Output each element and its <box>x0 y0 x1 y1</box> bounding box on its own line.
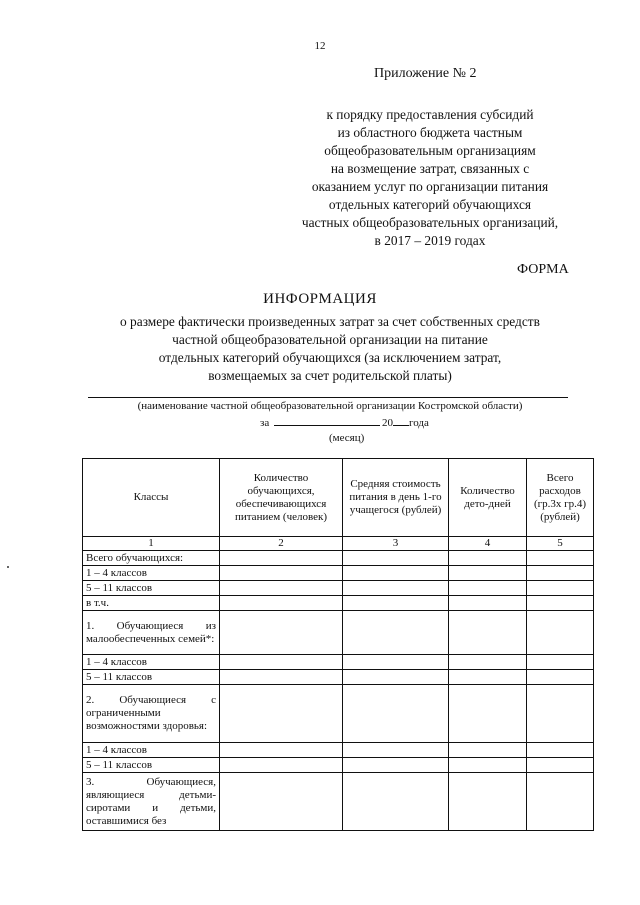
row-label: 1 – 4 классов <box>83 655 220 670</box>
data-cell[interactable] <box>449 611 527 655</box>
data-cell[interactable] <box>220 758 343 773</box>
data-cell[interactable] <box>449 743 527 758</box>
month-caption: (месяц) <box>329 432 365 444</box>
column-number: 3 <box>343 537 449 551</box>
data-cell[interactable] <box>220 670 343 685</box>
row-label: в т.ч. <box>83 596 220 611</box>
data-cell[interactable] <box>343 670 449 685</box>
page-number: 12 <box>314 40 326 52</box>
data-cell[interactable] <box>343 611 449 655</box>
row-label: 1. Обучающиеся из малообеспеченных семей*: <box>83 611 220 655</box>
data-cell[interactable] <box>449 685 527 743</box>
row-label: 1 – 4 классов <box>83 566 220 581</box>
data-cell[interactable] <box>220 566 343 581</box>
addressee-line: на возмещение затрат, связанных с <box>330 161 530 176</box>
data-cell[interactable] <box>449 551 527 566</box>
data-cell[interactable] <box>220 581 343 596</box>
table-row <box>83 758 594 773</box>
header-classes: Классы <box>83 459 220 537</box>
data-cell[interactable] <box>449 596 527 611</box>
appendix-addressee <box>230 106 630 250</box>
period-prefix: за <box>260 417 270 429</box>
data-cell[interactable] <box>527 685 594 743</box>
data-cell[interactable] <box>220 685 343 743</box>
data-cell[interactable] <box>449 758 527 773</box>
appendix-title: Приложение № 2 <box>374 66 477 81</box>
data-cell[interactable] <box>449 581 527 596</box>
addressee-line: в 2017 – 2019 годах <box>374 233 486 248</box>
expenses-table <box>82 458 594 831</box>
organization-name-caption: (наименование частной общеобразовательной организации Костромской области) <box>137 400 523 412</box>
header-row <box>83 459 594 537</box>
data-cell[interactable] <box>220 655 343 670</box>
data-cell[interactable] <box>527 773 594 831</box>
document-title: ИНФОРМАЦИЯ <box>263 291 377 307</box>
column-number: 2 <box>220 537 343 551</box>
month-blank[interactable] <box>274 415 380 426</box>
data-cell[interactable] <box>527 566 594 581</box>
row-label: 5 – 11 классов <box>83 758 220 773</box>
data-cell[interactable] <box>527 670 594 685</box>
data-cell[interactable] <box>343 758 449 773</box>
data-cell[interactable] <box>343 773 449 831</box>
data-cell[interactable] <box>220 743 343 758</box>
table-row <box>83 670 594 685</box>
addressee-line: к порядку предоставления субсидий <box>326 107 534 122</box>
data-cell[interactable] <box>220 611 343 655</box>
header-child-days: Количество дето-дней <box>449 459 527 537</box>
table-row <box>83 581 594 596</box>
data-cell[interactable] <box>343 551 449 566</box>
addressee-line: оказанием услуг по организации питания <box>311 179 549 194</box>
data-cell[interactable] <box>527 551 594 566</box>
table-row <box>83 685 594 743</box>
organization-name-line[interactable] <box>88 397 568 398</box>
data-cell[interactable] <box>527 655 594 670</box>
table-row <box>83 773 594 831</box>
scan-artifact <box>7 566 9 568</box>
data-cell[interactable] <box>449 655 527 670</box>
addressee-line: общеобразовательным организациям <box>324 143 536 158</box>
form-label: ФОРМА <box>517 262 569 277</box>
row-label: Всего обучающихся: <box>83 551 220 566</box>
table-row <box>83 743 594 758</box>
data-cell[interactable] <box>343 655 449 670</box>
row-label: 1 – 4 классов <box>83 743 220 758</box>
row-label: 5 – 11 классов <box>83 670 220 685</box>
table-row <box>83 596 594 611</box>
data-cell[interactable] <box>527 758 594 773</box>
data-cell[interactable] <box>527 743 594 758</box>
header-average-cost: Средняя стоимость питания в день 1-го учащегося (рублей) <box>343 459 449 537</box>
data-cell[interactable] <box>449 773 527 831</box>
data-cell[interactable] <box>343 685 449 743</box>
data-cell[interactable] <box>527 581 594 596</box>
data-cell[interactable] <box>220 551 343 566</box>
document-subtitle <box>40 313 620 385</box>
data-cell[interactable] <box>343 743 449 758</box>
addressee-line: из областного бюджета частным <box>337 125 523 140</box>
data-cell[interactable] <box>449 566 527 581</box>
addressee-line: частных общеобразовательных организаций, <box>301 215 559 230</box>
data-cell[interactable] <box>527 596 594 611</box>
column-number: 1 <box>83 537 220 551</box>
year-prefix: 20 <box>381 417 393 429</box>
data-cell[interactable] <box>449 670 527 685</box>
data-cell[interactable] <box>343 581 449 596</box>
subtitle-line: о размере фактически произведенных затрат за счет собственных средств <box>120 314 540 329</box>
year-blank[interactable] <box>393 415 409 426</box>
column-number-row <box>83 537 594 551</box>
table-row <box>83 611 594 655</box>
data-cell[interactable] <box>220 773 343 831</box>
subtitle-line: отдельных категорий обучающихся (за исключением затрат, <box>158 350 502 365</box>
row-label: 5 – 11 классов <box>83 581 220 596</box>
period-suffix: года <box>408 417 429 429</box>
data-cell[interactable] <box>343 596 449 611</box>
addressee-line: отдельных категорий обучающихся <box>328 197 532 212</box>
row-label: 3. Обучающиеся, являющиеся детьми-сиротами и детьми, оставшимися без <box>83 773 220 831</box>
header-total-expenses: Всего расходов (гр.3х гр.4) (рублей) <box>527 459 594 537</box>
subtitle-line: возмещаемых за счет родительской платы) <box>208 368 452 383</box>
subtitle-line: частной общеобразовательной организации на питание <box>172 332 488 347</box>
data-cell[interactable] <box>343 566 449 581</box>
column-number: 4 <box>449 537 527 551</box>
row-label: 2. Обучающиеся с ограниченными возможностями здоровья: <box>83 685 220 743</box>
data-cell[interactable] <box>220 596 343 611</box>
table-row <box>83 655 594 670</box>
column-number: 5 <box>527 537 594 551</box>
period-row <box>260 415 429 429</box>
table-row <box>83 551 594 566</box>
data-cell[interactable] <box>527 611 594 655</box>
header-students-count: Количество обучающихся, обеспечивающихся питанием (человек) <box>220 459 343 537</box>
table-row <box>83 566 594 581</box>
